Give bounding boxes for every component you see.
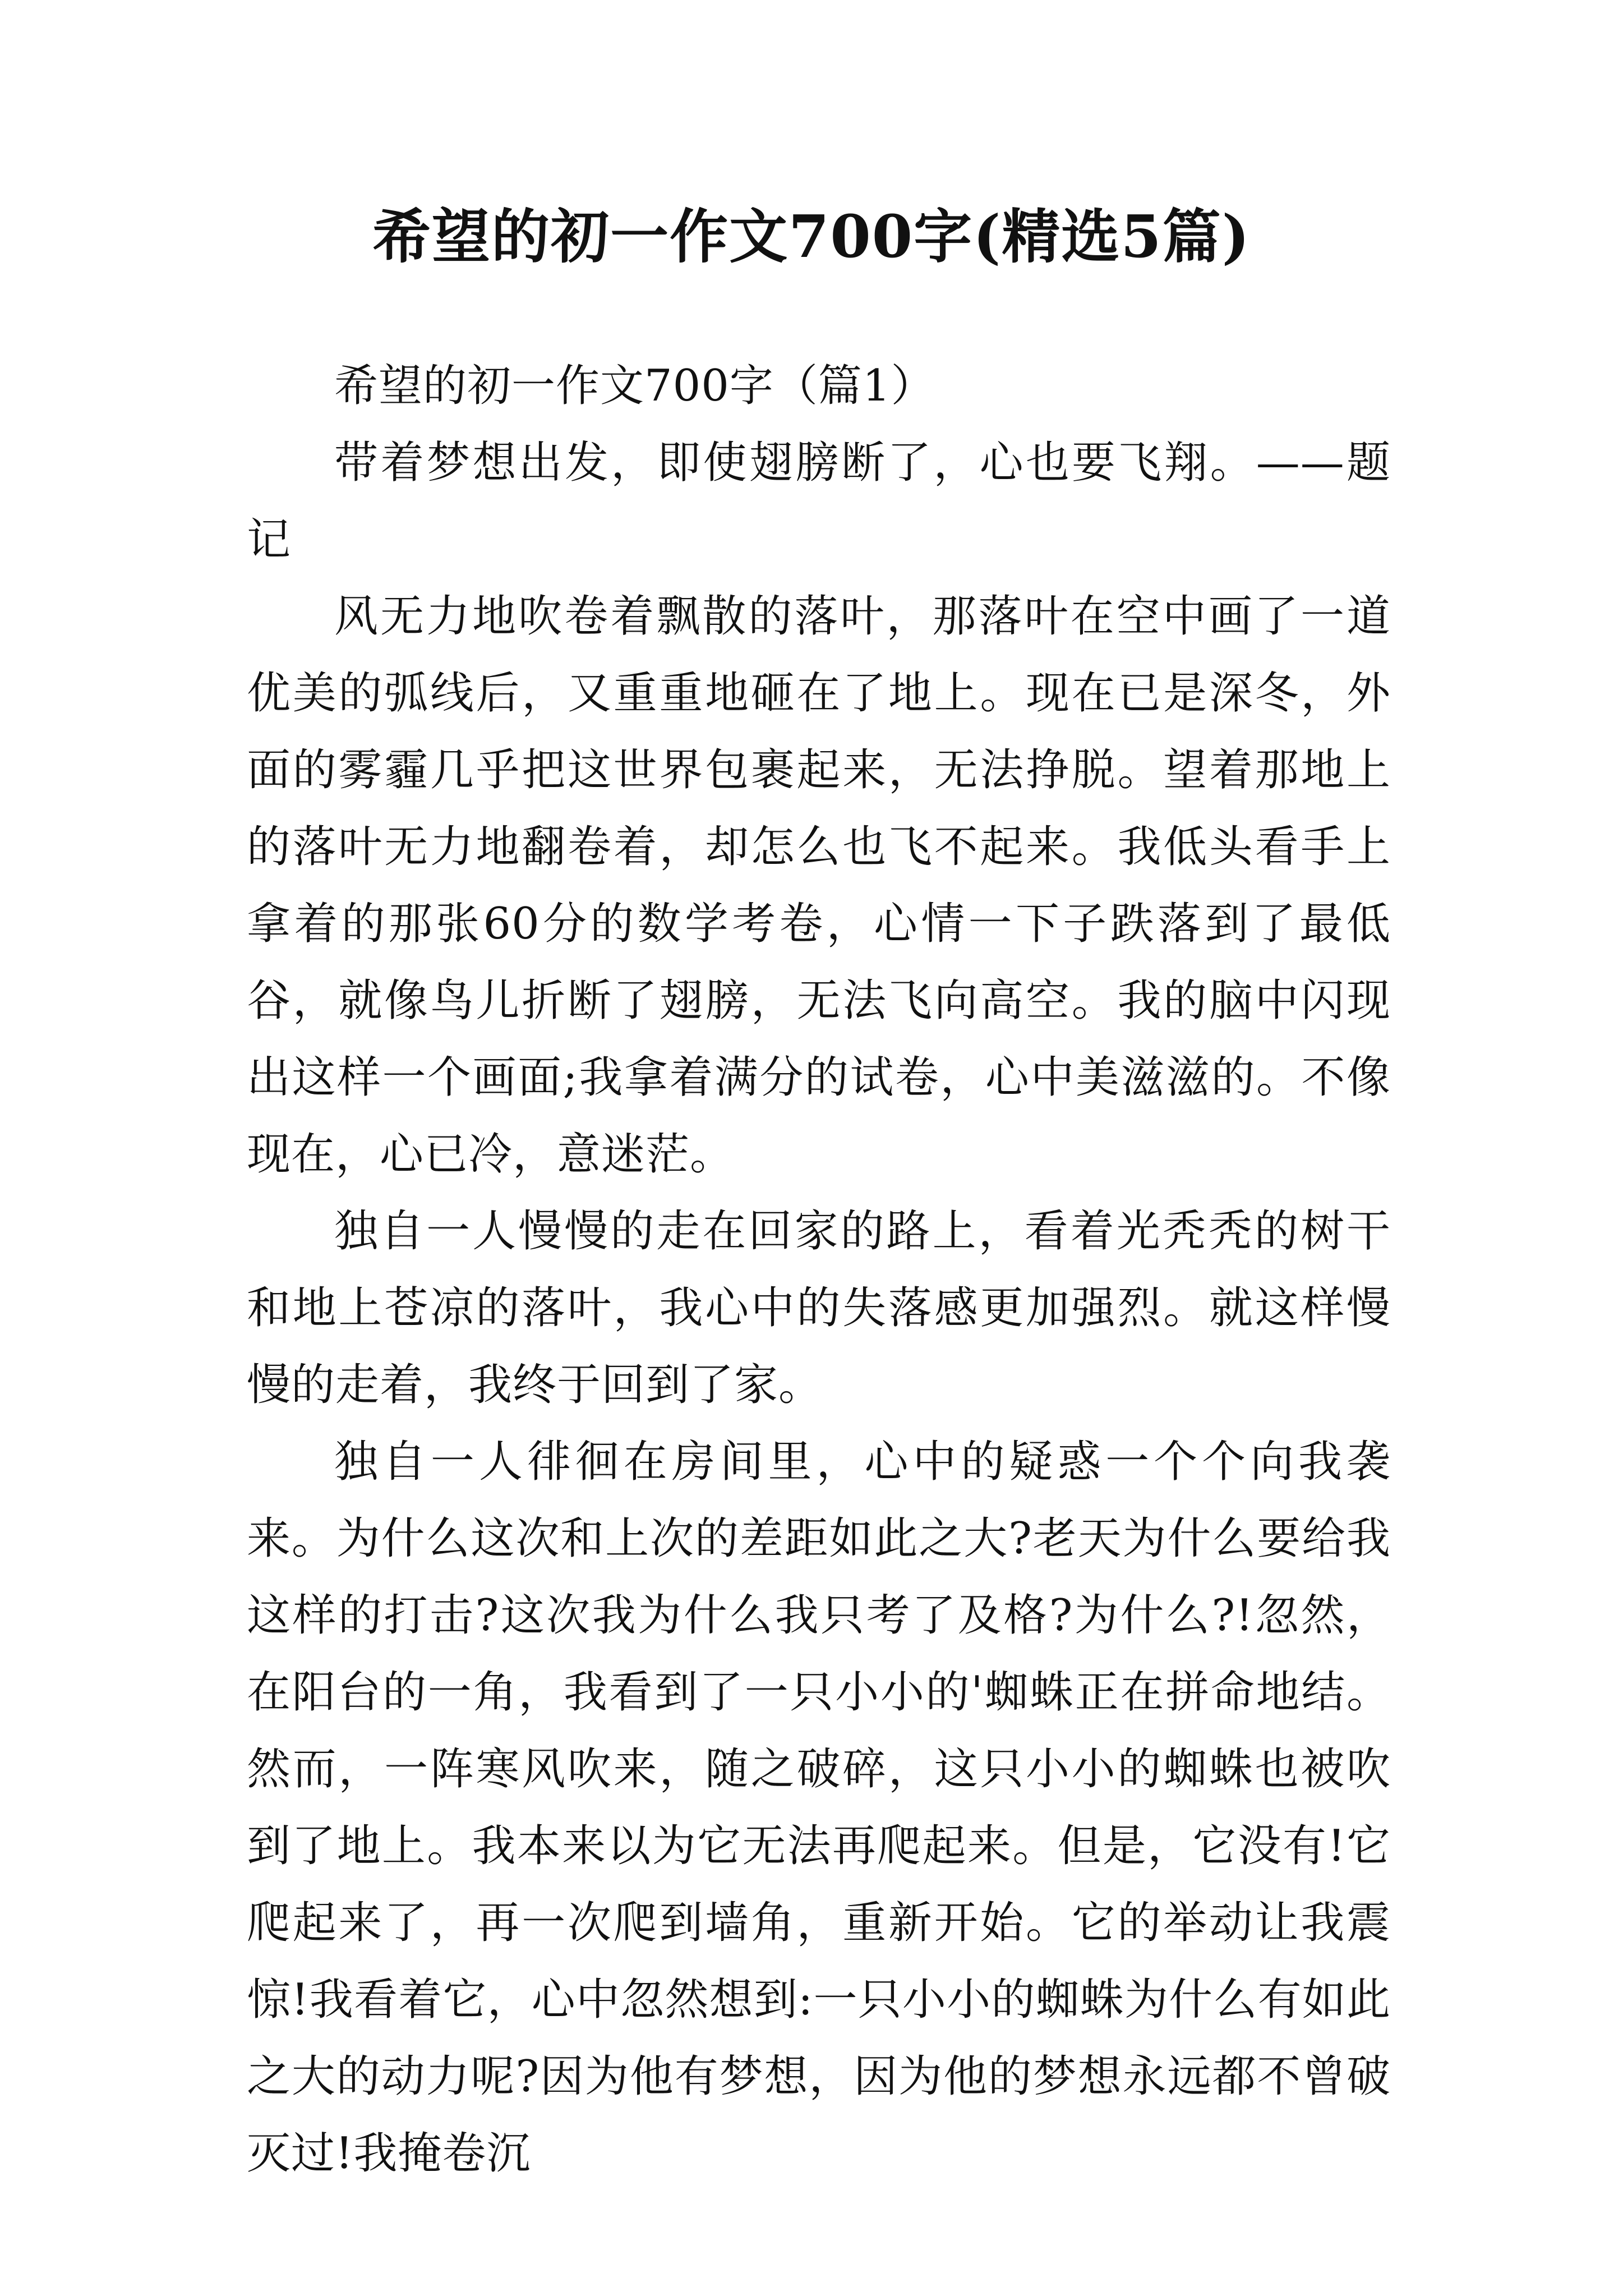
document-title: 希望的初一作文700字(精选5篇) bbox=[372, 202, 1251, 271]
epigraph: 带着梦想出发，即使翅膀断了，心也要飞翔。——题记 bbox=[247, 438, 1391, 565]
document-body bbox=[247, 348, 1391, 2192]
section-heading: 希望的初一作文700字（篇1） bbox=[334, 361, 935, 411]
body-paragraph: 风无力地吹卷着飘散的落叶，那落叶在空中画了一道优美的弧线后，又重重地砸在了地上。现在已是深冬，外面的雾霾几乎把这世界包裹起来，无法挣脱。望着那地上的落叶无力地翻卷着，却怎么也飞不起来。我低头看手上拿着的那张60分的数学考卷，心情一下子跌落到了最低谷，就像鸟儿折断了翅膀，无法飞向高空。我的脑中闪现出这样一个画面;我拿着满分的试卷，心中美滋滋的。不像现在，心已冷，意迷茫。 bbox=[247, 591, 1391, 1180]
body-paragraph: 独自一人慢慢的走在回家的路上，看着光秃秃的树干和地上苍凉的落叶，我心中的失落感更加强烈。就这样慢慢的走着，我终于回到了家。 bbox=[247, 1206, 1391, 1410]
body-paragraph: 独自一人徘徊在房间里，心中的疑惑一个个向我袭来。为什么这次和上次的差距如此之大?老天为什么要给我这样的打击?这次我为什么我只考了及格?为什么?!忽然，在阳台的一角，我看到了一只小小的'蜘蛛正在拼命地结。然而，一阵寒风吹来，随之破碎，这只小小的蜘蛛也被吹到了地上。我本来以为它无法再爬起来。但是，它没有!它爬起来了，再一次爬到墙角，重新开始。它的举动让我震惊!我看着它，心中忽然想到:一只小小的蜘蛛为什么有如此之大的动力呢?因为他有梦想，因为他的梦想永远都不曾破灭过!我掩卷沉 bbox=[247, 1437, 1391, 2179]
